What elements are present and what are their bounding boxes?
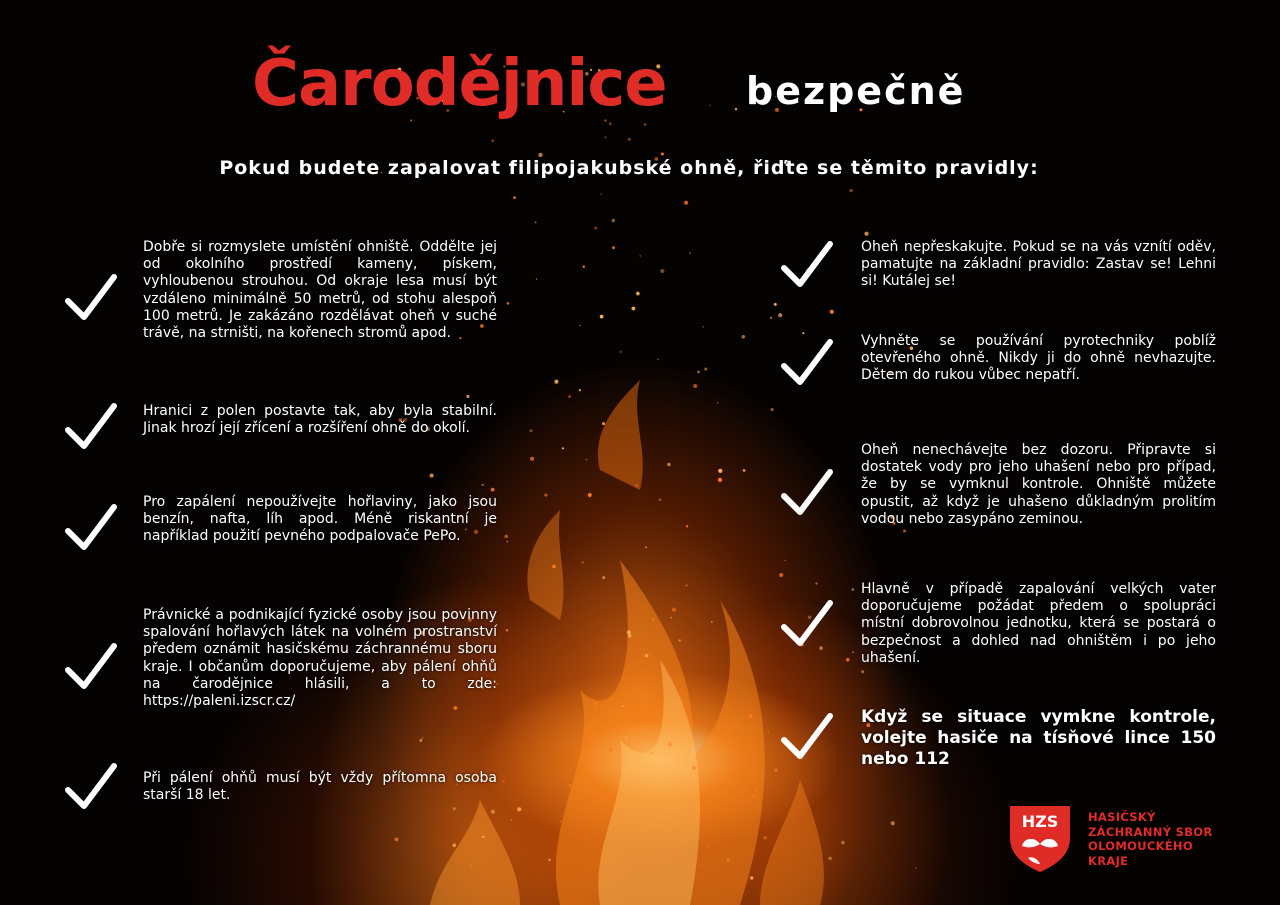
check-icon xyxy=(64,640,118,694)
spark xyxy=(627,630,631,634)
rule-volunteer-unit: Hlavně v případě zapalování velkých vater doporučujeme požádat předem o spolupráci místní dobrovolnou jednotku, která se postará o bezpečnost a dohled nad ohništěm i po jeho uhašení. xyxy=(861,581,1216,666)
spark xyxy=(779,573,783,577)
spark xyxy=(778,313,782,317)
spark xyxy=(554,380,558,384)
spark xyxy=(753,727,754,728)
spark xyxy=(774,768,778,772)
spark xyxy=(770,317,772,319)
spark xyxy=(861,670,864,673)
spark xyxy=(559,820,561,822)
spark xyxy=(864,232,868,236)
spark xyxy=(511,819,513,821)
rule-no-flammables: Pro zapálení nepoužívejte hořlaviny, jako jsou benzín, nafta, líh apod. Méně riskantní je například použití pevného podpalovače PePo. xyxy=(143,494,497,545)
spark xyxy=(916,868,917,869)
spark xyxy=(619,351,621,353)
hzs-emblem-text: HZS xyxy=(1021,812,1059,831)
hzs-name xyxy=(1088,810,1238,868)
spark xyxy=(645,546,647,548)
check-icon xyxy=(780,336,834,390)
spark xyxy=(718,478,722,482)
title-block xyxy=(0,0,1280,140)
spark xyxy=(600,193,601,194)
check-icon xyxy=(780,238,834,292)
spark xyxy=(536,278,537,279)
spark xyxy=(846,658,850,662)
hzs-name-line: HASIČSKÝ xyxy=(1088,810,1156,824)
spark xyxy=(661,152,664,155)
spark xyxy=(602,422,605,425)
spark xyxy=(628,634,632,638)
spark xyxy=(828,857,831,860)
spark xyxy=(552,565,556,569)
spark xyxy=(727,858,730,861)
spark xyxy=(535,221,537,223)
spark xyxy=(609,748,613,752)
spark xyxy=(639,255,641,257)
spark xyxy=(622,705,624,707)
spark xyxy=(491,810,495,814)
spark xyxy=(850,189,853,192)
spark xyxy=(693,384,697,388)
spark xyxy=(697,371,700,374)
spark xyxy=(752,795,755,798)
check-icon xyxy=(64,271,118,325)
spark xyxy=(763,836,766,839)
spark xyxy=(600,315,604,319)
spark xyxy=(692,766,695,769)
spark xyxy=(704,367,707,370)
spark xyxy=(482,835,485,838)
rule-placement: Dobře si rozmyslete umístění ohniště. Oddělte jej od okolního prostředí kameny, pískem, vyhloubenou strouhou. Od okraje lesa musí být vzdáleno minimálně 50 metrů, od stohu alespoň 100 metrů. Je zakázáno rozdělávat oheň v suché trávě, na strništi, na kořenech stromů apod. xyxy=(143,239,497,342)
spark xyxy=(718,469,722,473)
spark xyxy=(612,219,616,223)
spark xyxy=(504,535,508,539)
hzs-emblem-icon xyxy=(1004,800,1076,874)
spark xyxy=(635,484,638,487)
spark xyxy=(750,876,753,879)
spark xyxy=(503,780,505,782)
spark xyxy=(506,629,509,632)
spark xyxy=(482,484,484,486)
spark xyxy=(602,576,605,579)
spark xyxy=(768,730,769,731)
spark xyxy=(466,395,469,398)
spark xyxy=(636,291,639,294)
spark xyxy=(597,792,599,794)
rule-supervision: Oheň nenechávejte bez dozoru. Připravte si dostatek vody pro jeho uhašení nebo pro případ, že by se vymknul kontrole. Ohniště můžete opustit, až když je uhašeno důkladným prolitím vodou nebo zasypáno zeminou. xyxy=(861,442,1216,527)
check-icon xyxy=(780,466,834,520)
spark xyxy=(670,617,672,619)
title-sub: bezpečně xyxy=(746,69,966,113)
spark xyxy=(815,582,817,584)
spark xyxy=(594,226,597,229)
spark xyxy=(657,358,659,360)
spark xyxy=(655,644,657,646)
rule-adult-present: Při pálení ohňů musí být vždy přítomna osoba starší 18 let. xyxy=(143,770,497,804)
spark xyxy=(586,459,588,461)
spark xyxy=(717,402,718,403)
spark xyxy=(587,704,588,705)
spark xyxy=(689,253,690,254)
spark xyxy=(686,525,688,527)
spark xyxy=(754,790,757,793)
spark xyxy=(568,395,571,398)
spark xyxy=(513,196,516,199)
spark xyxy=(544,494,547,497)
spark xyxy=(679,639,681,641)
spark xyxy=(659,498,662,501)
spark xyxy=(708,846,709,847)
spark xyxy=(785,560,786,561)
check-icon xyxy=(64,501,118,555)
spark xyxy=(686,584,688,586)
spark xyxy=(582,561,585,564)
spark xyxy=(743,469,746,472)
spark xyxy=(891,821,895,825)
spark xyxy=(548,859,550,861)
spark xyxy=(903,530,906,533)
spark xyxy=(419,739,422,742)
spark xyxy=(562,447,564,449)
spark xyxy=(588,493,592,497)
spark xyxy=(667,463,670,466)
spark xyxy=(506,541,508,543)
spark xyxy=(830,310,834,314)
spark xyxy=(530,457,534,461)
spark xyxy=(422,737,423,738)
spark xyxy=(583,266,585,268)
spark xyxy=(625,736,628,739)
check-icon xyxy=(780,710,834,764)
spark xyxy=(651,752,653,754)
spark xyxy=(703,326,705,328)
subtitle: Pokud budete zapalovat filipojakubské ohně, řiďte se těmito pravidly: xyxy=(219,157,1039,179)
rule-no-jumping: Oheň nepřeskakujte. Pokud se na vás vznítí oděv, pamatujte na základní pravidlo: Zastav se! Lehni si! Kutálej se! xyxy=(861,239,1216,290)
spark xyxy=(680,776,682,778)
spark xyxy=(507,302,510,305)
check-icon xyxy=(780,597,834,651)
spark xyxy=(569,784,571,786)
hzs-name-line: OLOMOUCKÉHO xyxy=(1088,839,1193,853)
spark xyxy=(741,335,745,339)
spark xyxy=(711,621,713,623)
spark xyxy=(851,588,854,591)
rule-emergency-call: Když se situace vymkne kontrole, volejte hasiče na tísňové lince 150 nebo 112 xyxy=(861,707,1216,769)
spark xyxy=(594,702,598,706)
spark xyxy=(749,714,753,718)
spark xyxy=(771,408,774,411)
spark xyxy=(645,654,649,658)
spark xyxy=(841,841,844,844)
spark xyxy=(660,269,664,273)
spark xyxy=(453,807,456,810)
spark xyxy=(774,303,777,306)
hzs-name-line: ZÁCHRANNÝ SBOR xyxy=(1088,824,1213,839)
spark xyxy=(579,325,580,326)
spark xyxy=(430,474,434,478)
spark xyxy=(684,201,688,205)
rule-no-pyrotechnics: Vyhněte se používání pyrotechniky poblíž otevřeného ohně. Nikdy ji do ohně nevhazujte. Dětem do rukou vůbec nepatří. xyxy=(861,333,1216,384)
spark xyxy=(517,807,521,811)
spark xyxy=(491,488,495,492)
title-main: Čarodějnice xyxy=(252,47,667,121)
spark xyxy=(652,618,654,620)
check-icon xyxy=(64,760,118,814)
spark xyxy=(530,429,533,432)
spark xyxy=(395,838,399,842)
spark xyxy=(631,307,635,311)
rule-report-burning: Právnické a podnikající fyzické osoby jsou povinny spalování hořlavých látek na volném prostranství předem oznámit hasičskému záchrannému sboru kraje. I občanům doporučujeme, aby pálení ohňů na čarodějnice hlásili, a to zde: https://paleni.izscr.cz/ xyxy=(143,607,497,710)
spark xyxy=(579,389,581,391)
spark xyxy=(668,742,672,746)
spark xyxy=(612,246,615,249)
spark xyxy=(452,843,456,847)
check-icon xyxy=(64,400,118,454)
spark xyxy=(471,866,472,867)
hzs-name-line: KRAJE xyxy=(1088,853,1129,868)
spark xyxy=(672,607,676,611)
spark xyxy=(802,332,804,334)
spark xyxy=(852,651,854,653)
rule-stable-pile: Hranici z polen postavte tak, aby byla stabilní. Jinak hrozí její zřícení a rozšíření ohně do okolí. xyxy=(143,403,497,437)
